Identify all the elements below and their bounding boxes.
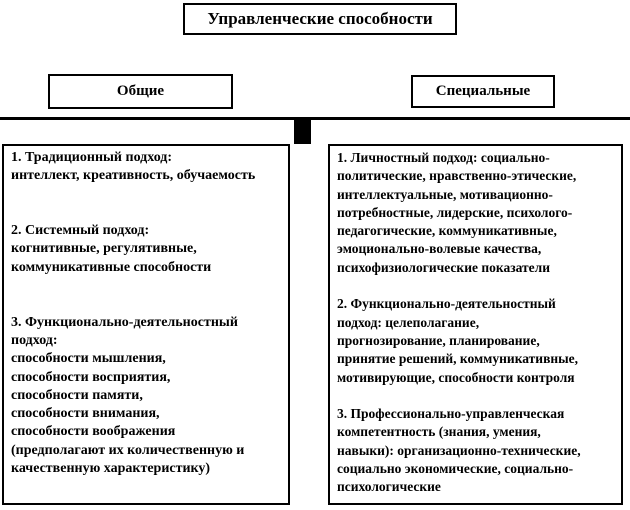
text-line xyxy=(337,277,614,295)
text-line xyxy=(11,295,281,313)
text-line: коммуникативные способности xyxy=(11,259,212,275)
text-line: психологические xyxy=(337,479,441,495)
text-line: эмоционально-волевые качества, xyxy=(337,241,542,257)
text-line: навыки): организационно-технические, xyxy=(337,442,581,458)
text-line: психофизиологические показатели xyxy=(337,259,551,275)
text-line: 3. Профессионально-управленческая xyxy=(337,406,565,422)
text-line: прогнозирование, планирование, xyxy=(337,332,540,348)
text-line: способности памяти, xyxy=(11,387,143,403)
text-line: способности восприятия, xyxy=(11,369,171,385)
text-line: мотивирующие, способности контроля xyxy=(337,369,575,385)
horizontal-connector-line xyxy=(0,117,630,120)
branch-box-special xyxy=(411,75,555,108)
text-line: (предполагают их количественную и xyxy=(11,442,245,458)
branch-label-general: Общие xyxy=(116,83,165,99)
text-line: 3. Функционально-деятельностный xyxy=(11,314,238,330)
text-line xyxy=(11,186,281,204)
text-line: подход: xyxy=(11,332,58,348)
text-line: качественную характеристику) xyxy=(11,461,211,477)
branch-label-special: Специальные xyxy=(435,83,531,99)
text-line: когнитивные, регулятивные, xyxy=(11,241,197,257)
text-line: 2. Системный подход: xyxy=(11,223,150,239)
text-line xyxy=(11,277,281,295)
text-line: педагогические, коммуникативные, xyxy=(337,223,557,239)
text-line: социально экономические, социально- xyxy=(337,461,574,477)
text-line: политические, нравственно-этические, xyxy=(337,168,577,184)
text-line: 2. Функционально-деятельностный xyxy=(337,296,556,312)
text-line: принятие решений, коммуникативные, xyxy=(337,351,579,367)
text-line: способности мышления, xyxy=(11,351,166,367)
text-line: интеллектуальные, мотивационно- xyxy=(337,186,553,202)
title-box xyxy=(183,3,457,35)
special-abilities-box xyxy=(328,144,623,505)
text-line xyxy=(337,387,614,405)
text-line: способности воображения xyxy=(11,424,176,440)
title-text: Управленческие способности xyxy=(207,9,433,28)
text-line: интеллект, креативность, обучаемость xyxy=(11,168,256,184)
text-line: потребностные, лидерские, психолого- xyxy=(337,204,573,220)
general-abilities-box xyxy=(2,144,290,505)
branch-box-general xyxy=(48,74,233,109)
center-connector-stub xyxy=(294,118,311,144)
text-line xyxy=(11,204,281,222)
text-line: подход: целеполагание, xyxy=(337,314,480,330)
text-line: 1. Личностный подход: социально- xyxy=(337,150,550,165)
text-line: способности внимания, xyxy=(11,406,160,422)
text-line: компетентность (знания, умения, xyxy=(337,424,541,440)
text-line: 1. Традиционный подход: xyxy=(11,150,173,165)
